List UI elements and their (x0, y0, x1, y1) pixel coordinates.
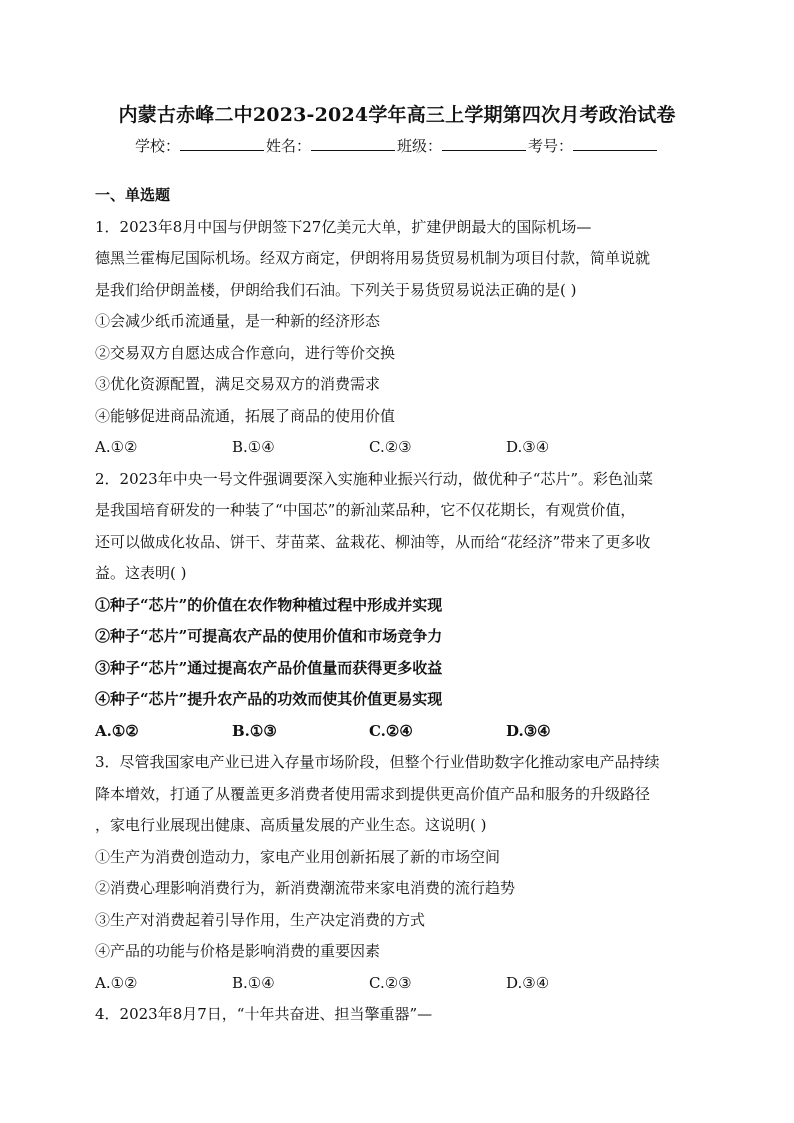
question-stem-line: ，家电行业展现出健康、高质量发展的产业生态。这说明( ) (95, 816, 487, 834)
question-4 (95, 999, 715, 1031)
question-stem-line: 还可以做成化妆品、饼干、芽苗菜、盆栽花、柳油等，从而给“花经济”带来了更多收 (95, 532, 651, 551)
statement-item: ④种子“芯片”提升农产品的功效而使其价值更易实现 (95, 690, 443, 708)
option-d[interactable]: D.③④ (506, 721, 551, 740)
question-stem-line: 是我国培育研发的一种装了“中国芯”的新汕菜品种，它不仅花期长，有观赏价值， (95, 501, 636, 519)
statement-item: ②消费心理影响消费行为，新消费潮流带来家电消费的流行趋势 (95, 879, 516, 897)
question-stem-line: 德黑兰霍梅尼国际机场。经双方商定，伊朗将用易货贸易机制为项目付款，简单说就 (95, 249, 651, 267)
option-a[interactable]: A.①② (95, 438, 138, 456)
exam-no-field (528, 135, 659, 156)
question-1 (95, 212, 715, 464)
option-c[interactable]: C.②③ (369, 973, 412, 992)
option-d[interactable]: D.③④ (506, 438, 550, 456)
class-label: 班级： (397, 137, 443, 155)
question-content (95, 180, 715, 1031)
exam-no-label: 考号： (528, 137, 574, 155)
question-stem-line: 2．2023年中央一号文件强调要深入实施种业振兴行动，做优种子“芯片”。彩色汕菜 (95, 469, 654, 488)
statement-item: ①会减少纸币流通量，是一种新的经济形态 (95, 312, 381, 330)
question-stem-line: 4．2023年8月7日，“十年共奋进、担当擎重器”— (95, 1005, 433, 1023)
option-c[interactable]: C.②③ (369, 438, 412, 456)
class-field (397, 135, 528, 156)
answer-options (95, 968, 715, 1000)
statement-item: ②交易双方自愿达成合作意向，进行等价交换 (95, 343, 396, 362)
student-info-row (0, 135, 794, 156)
school-field (135, 135, 266, 156)
option-b[interactable]: B.①④ (232, 973, 275, 992)
statement-item: ②种子“芯片”可提高农产品的使用价值和市场竞争力 (95, 627, 443, 645)
option-b[interactable]: B.①④ (232, 438, 275, 456)
exam-no-blank[interactable] (573, 136, 657, 151)
question-stem-line: 3．尽管我国家电产业已进入存量市场阶段，但整个行业借助数字化推动家电产品持续 (95, 753, 660, 771)
statement-item: ④能够促进商品流通，拓展了商品的使用价值 (95, 406, 396, 425)
option-c[interactable]: C.②④ (369, 721, 413, 740)
name-field (266, 135, 397, 156)
question-2 (95, 464, 715, 748)
option-b[interactable]: B.①③ (232, 721, 277, 740)
statement-item: ①种子“芯片”的价值在农作物种植过程中形成并实现 (95, 595, 443, 614)
statement-item: ④产品的功能与价格是影响消费的重要因素 (95, 942, 381, 960)
school-label: 学校： (134, 137, 180, 155)
question-stem-line: 益。这表明( ) (95, 564, 187, 582)
question-stem-line: 降本增效，打通了从覆盖更多消费者使用需求到提供更高价值产品和服务的升级路径 (95, 784, 651, 803)
answer-options (95, 432, 715, 464)
statement-item: ③生产对消费起着引导作用，生产决定消费的方式 (95, 910, 426, 929)
option-a[interactable]: A.①② (95, 973, 138, 992)
answer-options (95, 716, 715, 748)
page-title: 内蒙古赤峰二中2023-2024学年高三上学期第四次月考政治试卷 (118, 104, 676, 126)
statement-item: ③优化资源配置，满足交易双方的消费需求 (95, 375, 381, 393)
option-d[interactable]: D.③④ (506, 973, 550, 992)
option-a[interactable]: A.①② (95, 721, 139, 740)
question-stem-line: 1．2023年8月中国与伊朗签下27亿美元大单，扩建伊朗最大的国际机场— (95, 217, 592, 236)
statement-item: ①生产为消费创造动力，家电产业用创新拓展了新的市场空间 (95, 847, 501, 866)
section-heading: 一、单选题 (95, 186, 171, 204)
question-stem-line: 是我们给伊朗盖楼，伊朗给我们石油。下列关于易货贸易说法正确的是( ) (95, 280, 577, 299)
name-blank[interactable] (311, 136, 395, 151)
question-3 (95, 747, 715, 999)
school-blank[interactable] (180, 136, 264, 151)
statement-item: ③种子“芯片”通过提高农产品价值量而获得更多收益 (95, 658, 443, 677)
name-label: 姓名： (265, 137, 311, 155)
class-blank[interactable] (442, 136, 526, 151)
